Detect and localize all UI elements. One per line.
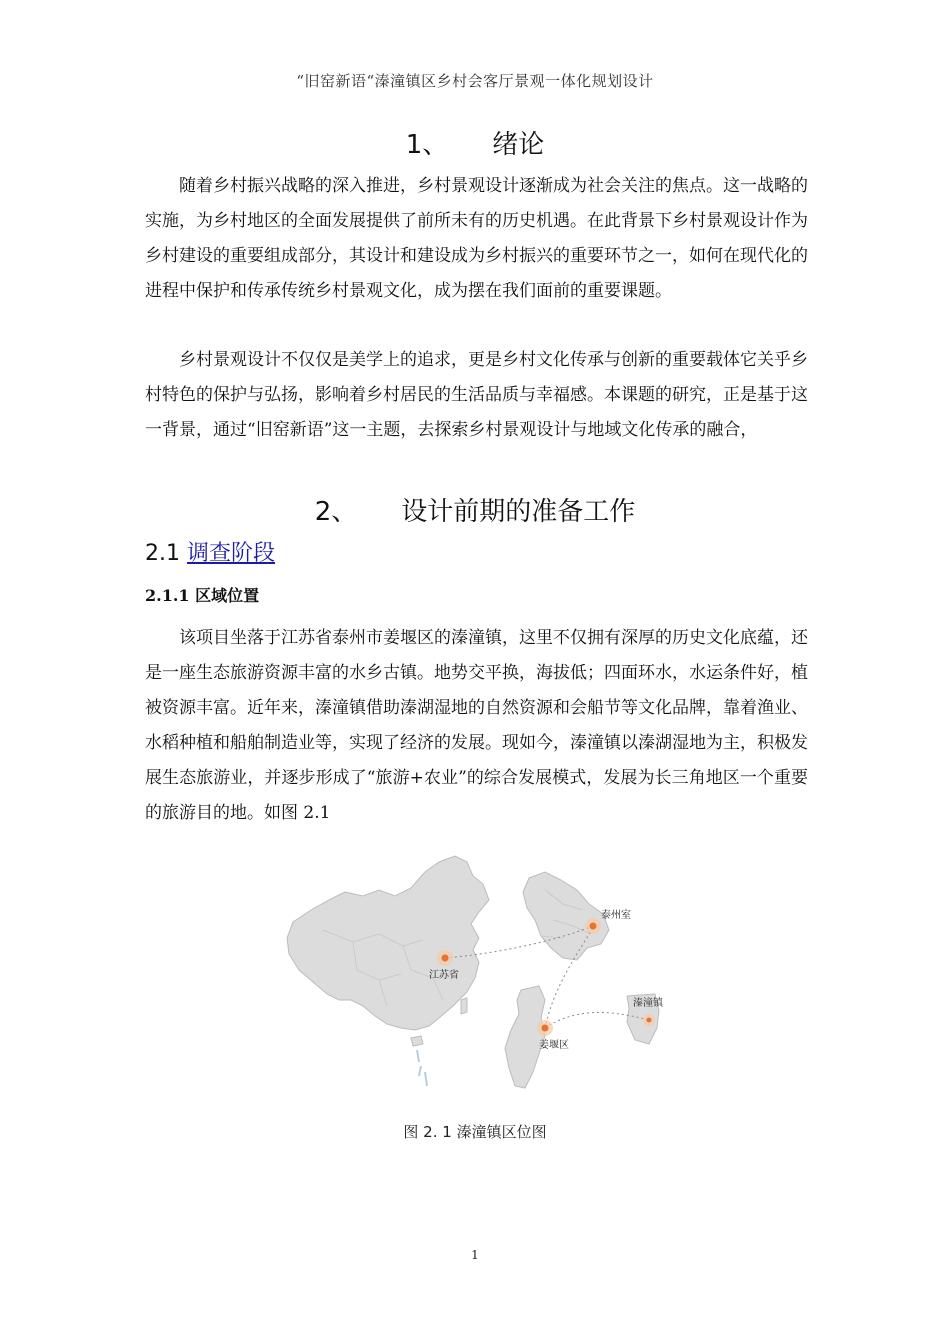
section-2-number: 2、 [314,497,358,527]
south-sea-islands [417,1050,427,1086]
label-jiangsu: 江苏省 [429,970,459,981]
location-map-figure [283,850,673,1095]
qintong-marker [643,1014,655,1026]
intro-paragraph-1: 随着乡村振兴战略的深入推进，乡村景观设计逐渐成为社会关注的焦点。这一战略的实施，为乡村地区的全面发展提供了前所未有的历史机遇。在此背景下乡村景观设计作为乡村建设的重要组成部分，其设计和建设成为乡村振兴的重要环节之一，如何在现代化的进程中保护和传承传统乡村景观文化，成为摆在我们面前的重要课题。 [145,176,808,301]
intro-paragraph-2: 乡村景观设计不仅仅是美学上的追求，更是乡村文化传承与创新的重要载体它关乎乡村特色的保护与弘扬，影响着乡村居民的生活品质与幸福感。本课题的研究，正是基于这一背景，通过“旧窑新语”这一主题，去探索乡村景观设计与地域文化传承的融合， [145,350,808,440]
jiangsu-marker [437,950,453,966]
location-paragraph: 该项目坐落于江苏省泰州市姜堰区的溱潼镇，这里不仅拥有深厚的历史文化底蕴，还是一座生态旅游资源丰富的水乡古镇。地势交平换，海拔低；四面环水，水运条件好，植被资源丰富。近年来，溱潼镇借助溱湖湿地的自然资源和会船节等文化品牌，靠着渔业、水稻种植和船舶制造业等，实现了经济的发展。现如今，溱潼镇以溱湖湿地为主，积极发展生态旅游业，并逐步形成了“旅游+农业”的综合发展模式，发展为长三角地区一个重要的旅游目的地。如图 2.1 [145,628,808,823]
jiangsu-map-shape [523,872,609,960]
taizhou-marker [585,918,601,934]
label-taizhou: 泰州室 [601,910,631,921]
label-jiangyan: 姜堰区 [539,1040,569,1051]
hainan-island [411,1036,423,1046]
taiwan-island [461,998,467,1014]
page-number: 1 [471,1248,479,1262]
figure-caption: 图 2. 1 溱潼镇区位图 [403,1123,547,1141]
section-1-number: 1、 [405,130,449,160]
subsubsection-heading: 2.1.1 区域位置 [145,586,260,605]
label-qintong: 溱潼镇 [633,998,663,1009]
section-2-heading [0,491,950,528]
subsection-title-link[interactable]: 调查阶段 [187,541,276,566]
china-map-shape [287,856,489,1030]
location-map [283,850,673,1095]
section-1-heading [0,124,950,161]
section-2-title: 设计前期的准备工作 [401,497,636,527]
page-header: “旧窑新语“溱潼镇区乡村会客厅景观一体化规划设计 [296,72,654,90]
jiangyan-map-shape [505,986,545,1088]
subsection-number: 2.1 [145,541,180,566]
jiangyan-marker [537,1020,553,1036]
subsection-heading [145,536,275,567]
section-1-title: 绪论 [492,130,545,160]
